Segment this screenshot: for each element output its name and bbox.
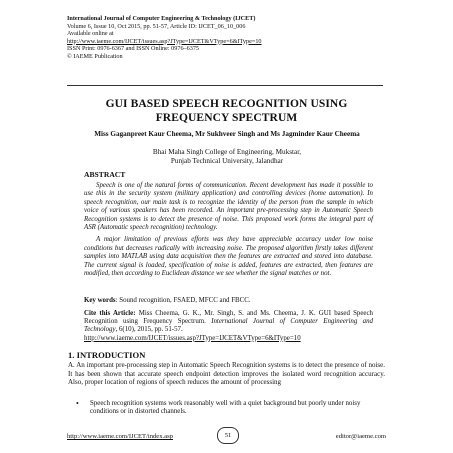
keywords <box>84 297 373 305</box>
citation <box>84 310 373 343</box>
introduction-body <box>68 361 385 387</box>
journal-issue-link[interactable]: http://www.iaeme.com/IJCET/issues.asp?JType=IJCET&VType=6&IType=10 <box>67 37 262 45</box>
paper-title <box>60 98 393 125</box>
issn: ISSN Print: 0976-6367 and ISSN Online: 0976–6375 <box>67 45 200 53</box>
paper-title-line-2: FREQUENCY SPECTRUM <box>155 111 298 124</box>
copyright: © IAEME Publication <box>67 52 123 60</box>
keywords-text: : Sound recognition, FSAED, MFCC and FBCC. <box>115 297 251 304</box>
footer-email[interactable]: editor@iaeme.com <box>335 433 386 440</box>
introduction-bullet <box>76 400 385 416</box>
bullet-icon: • <box>76 399 79 408</box>
journal-volume: Volume 6, Issue 10, Oct 2015, pp. 51-57, Article ID: IJCET_06_10_006 <box>67 22 246 30</box>
journal-header <box>67 15 397 61</box>
footer-link[interactable]: http://www.iaeme.com/IJCET/index.asp <box>67 433 173 440</box>
abstract-body <box>84 182 373 282</box>
abstract-heading: ABSTRACT <box>84 170 126 179</box>
journal-name: International Journal of Computer Engineering & Technology (IJCET) <box>67 15 256 22</box>
abstract-paragraph-2: A major limitation of previous efforts was they have appreciable accuracy under low noise conditions but decreases radically with increasing noise. The proposed algorithm firstly takes different samples into MATLAB using data acquisition then the features are extracted and stored into database. The current signal is loaded, specification of noise is added, features are extracted, then features are modified, then according to Euclidean distance we see whether the signal matches or not. <box>84 236 373 278</box>
introduction-paragraph: A. An important pre-processing step in Automatic Speech Recognition systems is to detect the presence of noise. It has been shown that accurate speech endpoint detection improves the isolated word recognition accuracy. Also, proper location of regions of speech reduces the amount of processing <box>68 361 385 387</box>
citation-link[interactable]: http://www.iaeme.com/IJCET/issues.asp?JType=IJCET&VType=6&IType=10 <box>84 334 301 342</box>
affiliation-line-1: Bhai Maha Singh College of Engineering, Mukstar, <box>152 148 302 156</box>
affiliation <box>84 148 370 165</box>
authors: Miss Gaganpreet Kaur Cheema, Mr Sukhveer Singh and Ms Jagminder Kaur Cheema <box>94 130 360 138</box>
citation-label: Cite this Article: <box>84 310 136 317</box>
citation-volume: , 6(10), 2015, pp. 51-57. <box>115 326 183 334</box>
abstract-paragraph-1: Speech is one of the natural forms of communication. Recent development has made it possible to use this in the security system (military application) and controlling devices (home automation). In speech recognition, our main task is to recognize the identity of the person from the sample in which voice of various speakers has been recorded. An important pre-processing step in Automatic Speech Recognition systems is to detect the presence of noise. This proposed work forms the integral part of ASR (Automatic speech recognition) technology. <box>84 182 373 232</box>
citation-journal: International Journal of Computer Engineering and Technology <box>84 318 373 334</box>
bullet-text: Speech recognition systems work reasonably well with a quiet background but poorly under noisy conditions or in distorted channels. <box>90 400 361 416</box>
affiliation-line-2: Punjab Technical University, Jalandhar <box>170 156 284 165</box>
available-online: Available online at <box>67 30 114 38</box>
header-divider <box>67 85 383 86</box>
keywords-label: Key words <box>84 297 116 304</box>
citation-text: Miss Cheema, G. K., Mr. Singh, S. and Ms. Cheema, J. K. GUI based Speech Recognition using Frequency Spectrum. <box>84 310 373 326</box>
paper-title-line-1: GUI BASED SPEECH RECOGNITION USING <box>105 98 348 110</box>
page-number: 51 <box>217 427 239 444</box>
introduction-heading: 1. INTRODUCTION <box>68 350 146 360</box>
